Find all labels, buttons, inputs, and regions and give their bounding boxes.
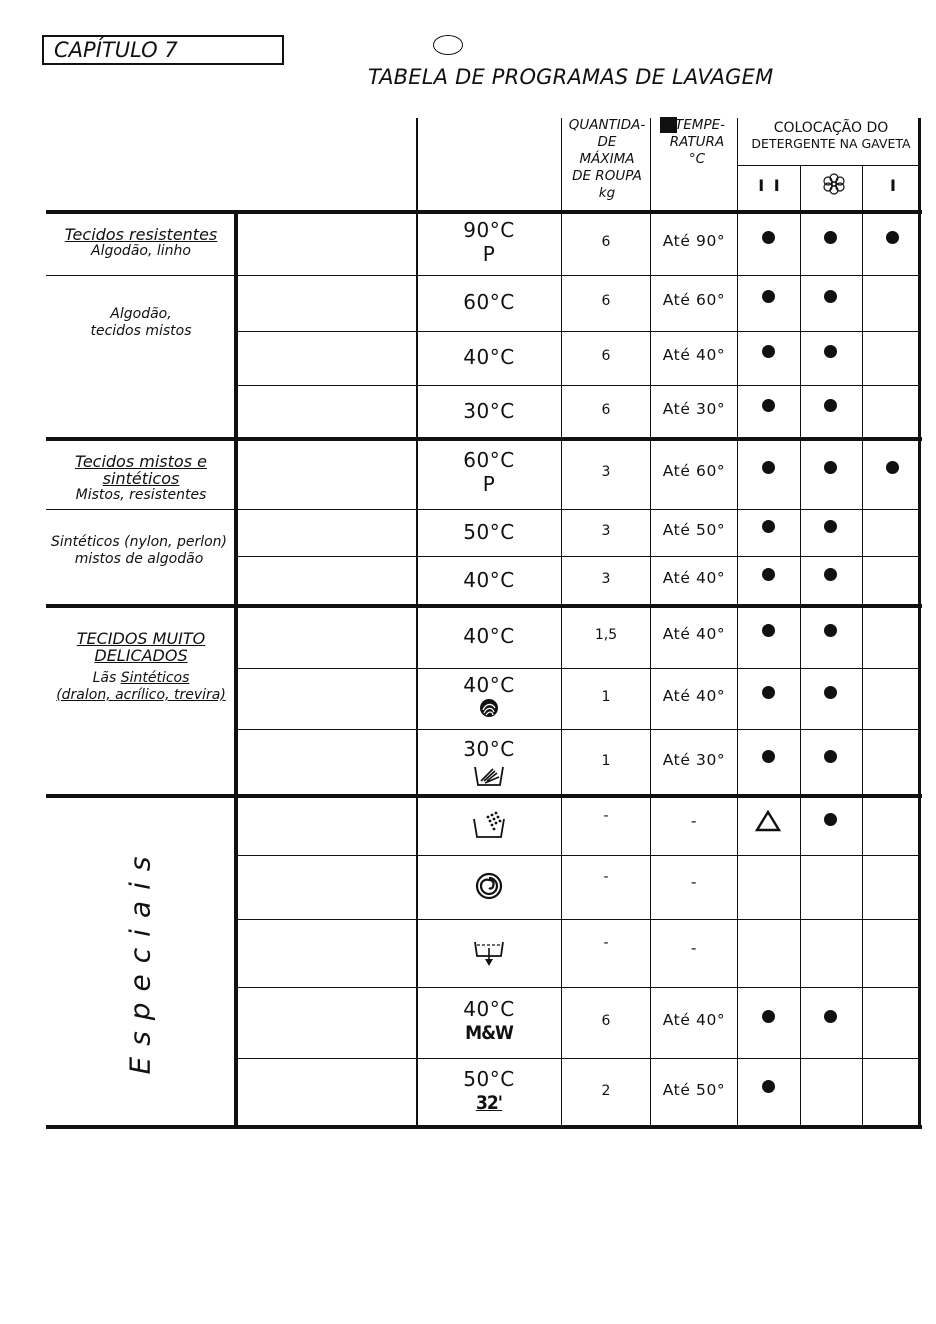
wool-icon: [418, 697, 560, 723]
max-load: 1: [601, 688, 611, 705]
max-load: -: [603, 869, 609, 885]
temperature-range: -: [690, 939, 698, 957]
handwash-icon: [418, 761, 560, 791]
row-rule: [238, 855, 920, 856]
detergent-header: COLOCAÇÃO DO DETERGENTE NA GAVETA: [751, 120, 911, 151]
quantity-header: QUANTIDA- DE MÁXIMA DE ROUPA kg: [568, 117, 646, 201]
wash-compartment-label: I: [890, 176, 896, 195]
column-divider: [862, 166, 863, 1128]
temperature-range: Até 60°: [662, 462, 726, 480]
row-rule: [238, 729, 920, 730]
detergent-dot: [762, 290, 775, 303]
temperature-header-2: RATURA °C: [669, 134, 725, 167]
program-temperature: 40°C: [463, 996, 515, 1021]
row-rule: [238, 556, 920, 557]
temperature-range: Até 30°: [662, 400, 726, 418]
drain-icon: [418, 938, 560, 972]
max-load: 3: [601, 571, 611, 587]
program-temperature: 40°C: [463, 568, 515, 592]
program-symbol: M&W: [465, 1021, 513, 1044]
max-load: 6: [601, 1012, 611, 1029]
row-rule: [238, 509, 920, 510]
detergent-dot: [886, 231, 899, 244]
detergent-dot: [824, 290, 837, 303]
program-temperature: 60°C: [463, 290, 515, 314]
program-temperature: 40°C: [463, 672, 515, 697]
detergent-dot: [762, 750, 775, 763]
row-rule: [238, 987, 920, 988]
section-rule: [46, 604, 922, 608]
detergent-dot: [824, 399, 837, 412]
row-rule: [238, 1058, 920, 1059]
detergent-dot: [824, 461, 837, 474]
column-divider: [561, 118, 562, 1128]
detergent-dot: [824, 813, 837, 826]
section-rule: [46, 437, 922, 441]
column-divider: [737, 118, 738, 1128]
language-badge: [433, 35, 463, 55]
temperature-range: Até 40°: [662, 569, 726, 587]
column-divider: [650, 118, 651, 1128]
temperature-range: Até 60°: [662, 291, 726, 309]
program-temperature: 30°C: [463, 736, 515, 761]
spin-icon: [418, 872, 560, 904]
column-divider: [918, 118, 921, 1128]
prewash-compartment-label: I I: [758, 176, 782, 195]
program-symbol: 32': [475, 1091, 503, 1114]
program-temperature: 50°C: [463, 519, 515, 544]
detergent-dot: [886, 461, 899, 474]
detergent-dot: [824, 520, 837, 533]
chapter-label: CAPÍTULO 7: [42, 35, 284, 65]
max-load: 3: [601, 464, 611, 480]
detergent-dot: [762, 686, 775, 699]
detergent-dot: [762, 520, 775, 533]
detergent-dot: [762, 399, 775, 412]
page-title: TABELA DE PROGRAMAS DE LAVAGEM: [368, 65, 774, 89]
program-symbol: P: [482, 472, 496, 496]
max-load: 2: [601, 1082, 611, 1099]
section-rule: [46, 1125, 922, 1129]
max-load: -: [603, 935, 609, 951]
detergent-dot: [762, 345, 775, 358]
detergent-dot: [762, 1010, 775, 1023]
special-programs-label: Especiais: [123, 845, 157, 1075]
detergent-dot: [762, 568, 775, 581]
header-rule: [738, 165, 920, 166]
temperature-header: TEMPE-: [675, 117, 725, 133]
row-rule: [238, 331, 920, 332]
max-load: 6: [601, 293, 611, 309]
group-resistant: Tecidos resistentes Algodão, linho: [64, 225, 218, 259]
detergent-dot: [824, 1010, 837, 1023]
flower-icon: [822, 172, 846, 200]
temperature-range: Até 40°: [662, 1010, 726, 1029]
detergent-dot: [762, 624, 775, 637]
row-rule: [46, 275, 234, 276]
temperature-range: -: [690, 811, 698, 830]
program-temperature: 40°C: [463, 624, 515, 648]
row-rule: [238, 668, 920, 669]
temperature-range: Até 40°: [662, 686, 726, 705]
temperature-range: Até 50°: [662, 1080, 726, 1099]
group-cotton: Algodão, tecidos mistos: [90, 306, 192, 339]
triangle-icon: [755, 810, 781, 836]
program-temperature: 60°C: [463, 448, 515, 472]
row-rule: [238, 919, 920, 920]
detergent-dot: [824, 686, 837, 699]
temperature-range: Até 90°: [662, 231, 726, 250]
column-divider: [416, 118, 418, 1128]
detergent-dot: [762, 231, 775, 244]
program-temperature: 90°C: [463, 217, 515, 242]
section-rule: [46, 794, 922, 798]
group-mixed-synthetic: Tecidos mistos e sintéticos Mistos, resistentes: [75, 452, 207, 503]
program-temperature: 50°C: [463, 1066, 515, 1091]
program-temperature: 40°C: [463, 345, 515, 369]
detergent-dot: [824, 231, 837, 244]
temperature-range: Até 40°: [662, 625, 726, 643]
max-load: 6: [601, 402, 611, 418]
program-temperature: 30°C: [463, 399, 515, 423]
row-rule: [238, 385, 920, 386]
row-rule: [46, 509, 234, 510]
column-divider: [234, 212, 238, 1128]
group-delicate: TECIDOS MUITO DELICADOS Lãs Sintéticos (dralon, acrílico, trevira): [56, 629, 226, 703]
max-load: 6: [601, 233, 611, 250]
detergent-dot: [824, 568, 837, 581]
temperature-range: -: [690, 873, 698, 891]
detergent-dot: [762, 1080, 775, 1093]
detergent-dot: [824, 345, 837, 358]
max-load: 6: [601, 348, 611, 364]
temperature-range: Até 30°: [662, 750, 726, 769]
detergent-dot: [762, 461, 775, 474]
row-rule: [238, 275, 920, 276]
rinse-icon: [418, 811, 560, 843]
max-load: 1,5: [594, 627, 618, 643]
program-symbol: P: [482, 241, 496, 266]
max-load: 3: [601, 522, 611, 539]
max-load: -: [603, 807, 609, 824]
detergent-dot: [824, 750, 837, 763]
section-rule: [46, 210, 922, 214]
detergent-dot: [824, 624, 837, 637]
group-synthetic: Sintéticos (nylon, perlon) mistos de algodão: [50, 534, 228, 567]
column-divider: [800, 166, 801, 1128]
temperature-range: Até 40°: [662, 346, 726, 364]
temperature-range: Até 50°: [662, 520, 726, 539]
max-load: 1: [601, 752, 611, 769]
